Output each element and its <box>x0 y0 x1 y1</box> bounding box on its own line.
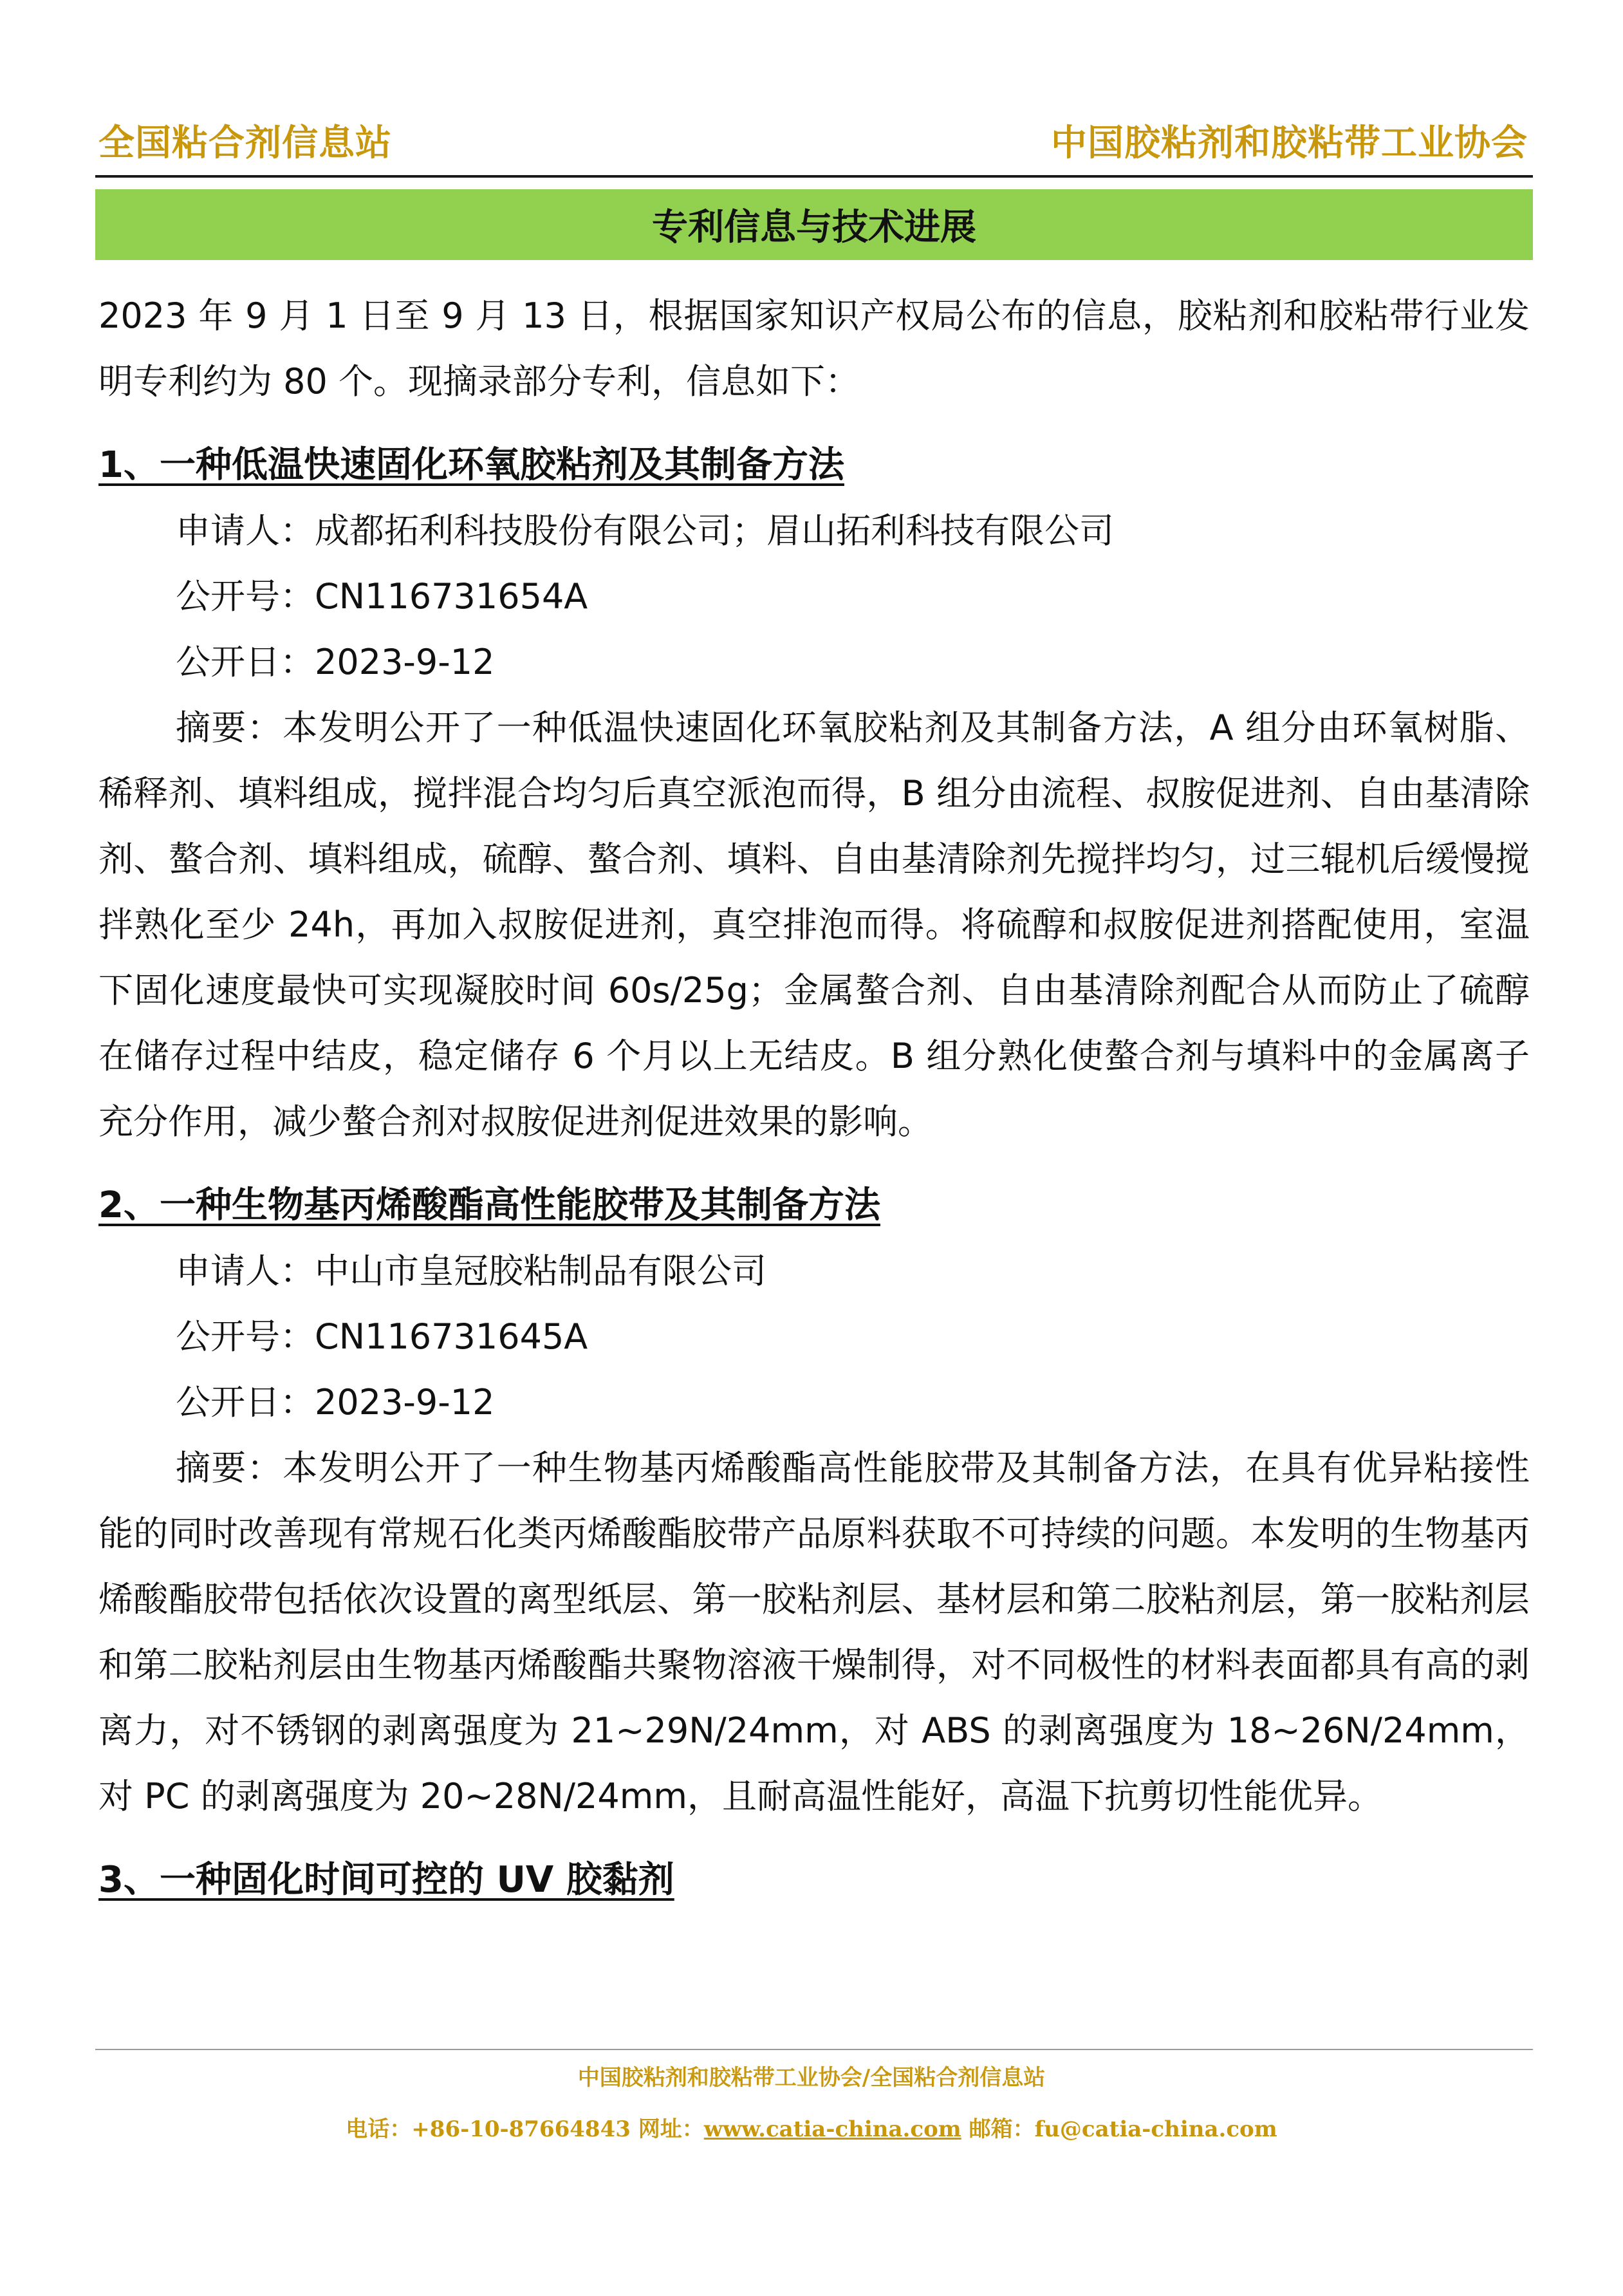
header-association-name: 中国胶粘剂和胶粘带工业协会 <box>1051 122 1528 164</box>
patent-publication-number: 公开号：CN116731645A <box>176 1316 588 1357</box>
patent-abstract: 摘要：本发明公开了一种生物基丙烯酸酯高性能胶带及其制备方法，在具有优异粘接性能的同时改善现有常规石化类丙烯酸酯胶带产品原料获取不可持续的问题。本发明的生物基丙烯酸酯胶带包括依次设置的离型纸层、第一胶粘剂层、基材层和第二胶粘剂层，第一胶粘剂层和第二胶粘剂层由生物基丙烯酸酯共聚物溶液干燥制得，对不同极性的材料表面都具有高的剥离力，对不锈钢的剥离强度为 21~29N/24mm，对 ABS 的剥离强度为 18~26N/24mm，对 PC 的剥离强度为 20~28N/24mm，且耐高温性能好，高温下抗剪切性能优异。 <box>98 1448 1530 1816</box>
patent-entry-3 <box>98 1847 1530 1913</box>
section-banner: 专利信息与技术进展 <box>95 189 1533 260</box>
patent-applicant: 申请人：成都拓利科技股份有限公司；眉山拓利科技有限公司 <box>176 510 1114 551</box>
patent-entry-2 <box>98 1173 1530 1829</box>
footer-contact <box>0 2111 1623 2143</box>
page-body <box>98 283 1530 1913</box>
patent-publication-date: 公开日：2023-9-12 <box>176 642 495 682</box>
footer-website-link[interactable]: www.catia-china.com <box>703 2116 961 2142</box>
patent-title: 1、一种低温快速固化环氧胶粘剂及其制备方法 <box>98 444 844 486</box>
header-site-name: 全国粘合剂信息站 <box>98 122 392 164</box>
patent-publication-number: 公开号：CN116731654A <box>176 576 588 617</box>
patent-entry-1 <box>98 433 1530 1155</box>
intro-paragraph: 2023 年 9 月 1 日至 9 月 13 日，根据国家知识产权局公布的信息，胶粘剂和胶粘带行业发明专利约为 80 个。现摘录部分专利，信息如下： <box>98 295 1530 402</box>
patent-publication-date: 公开日：2023-9-12 <box>176 1382 495 1423</box>
patent-applicant: 申请人：中山市皇冠胶粘制品有限公司 <box>176 1251 766 1291</box>
footer-divider <box>95 2049 1533 2050</box>
header-divider <box>95 175 1533 178</box>
footer-email: 邮箱：fu@catia-china.com <box>961 2116 1277 2142</box>
footer-phone: 电话：+86-10-87664843 网址： <box>346 2116 704 2142</box>
footer-organization: 中国胶粘剂和胶粘带工业协会/全国粘合剂信息站 <box>577 2065 1046 2091</box>
patent-title: 2、一种生物基丙烯酸酯高性能胶带及其制备方法 <box>98 1184 880 1226</box>
patent-title: 3、一种固化时间可控的 UV 胶黏剂 <box>98 1859 674 1901</box>
patent-abstract: 摘要：本发明公开了一种低温快速固化环氧胶粘剂及其制备方法，A 组分由环氧树脂、稀释剂、填料组成，搅拌混合均匀后真空派泡而得，B 组分由流程、叔胺促进剂、自由基清除剂、螯合剂、填料组成，硫醇、螯合剂、填料、自由基清除剂先搅拌均匀，过三辊机后缓慢搅拌熟化至少 24h，再加入叔胺促进剂，真空排泡而得。将硫醇和叔胺促进剂搭配使用，室温下固化速度最快可实现凝胶时间 60s/25g；金属螯合剂、自由基清除剂配合从而防止了硫醇在储存过程中结皮，稳定储存 6 个月以上无结皮。B 组分熟化使螯合剂与填料中的金属离子充分作用，减少螯合剂对叔胺促进剂促进效果的影响。 <box>98 707 1530 1142</box>
